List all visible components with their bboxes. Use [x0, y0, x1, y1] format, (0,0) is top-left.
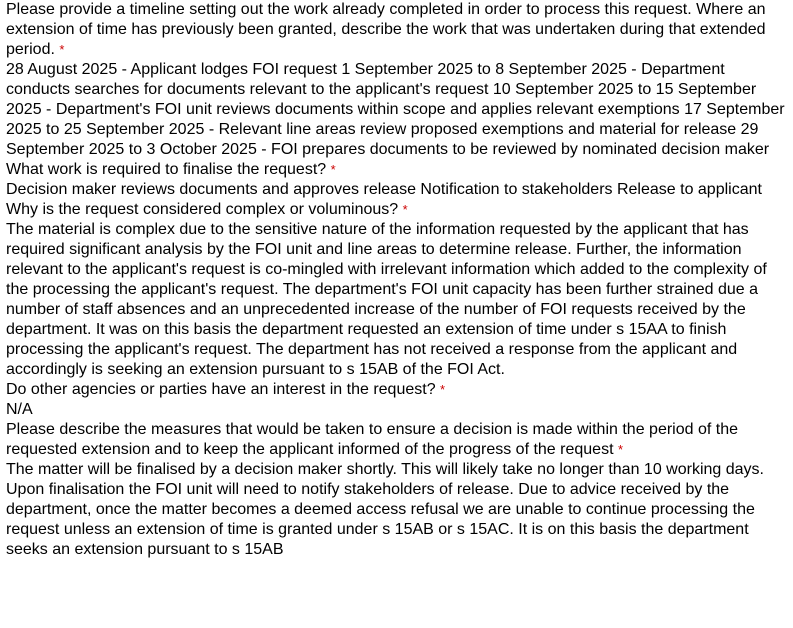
question-text: Please describe the measures that would be taken to ensure a decision is made within the period of the requested extension and to keep the applicant informed of the progress of the request [6, 421, 738, 458]
answer-text: Decision maker reviews documents and approves release Notification to stakeholders Release to applicant [6, 181, 762, 198]
field-complexity [6, 200, 786, 380]
field-work-required [6, 160, 786, 200]
question-label [6, 380, 786, 400]
question-text: Why is the request considered complex or voluminous? [6, 201, 399, 218]
question-label [6, 0, 786, 60]
required-marker: * [59, 42, 65, 57]
field-timeline [6, 0, 786, 160]
question-text: Please provide a timeline setting out the work already completed in order to process this request. Where an extension of time has previously been granted, describe the work that was undertaken during that extended period. [6, 1, 766, 58]
required-marker: * [402, 202, 408, 217]
question-text: What work is required to finalise the request? [6, 161, 327, 178]
answer-text: N/A [6, 401, 33, 418]
question-label [6, 420, 786, 460]
field-measures [6, 420, 786, 560]
answer-text: The material is complex due to the sensitive nature of the information requested by the applicant that has required significant analysis by the FOI unit and line areas to determine release. Further, the information relevant to the applicant's request is co-mingled with irrelevant information which added to the complexity of the processing the applicant's request. The department's FOI unit capacity has been further strained due a number of staff absences and an unprecedented increase of the number of FOI requests received by the department. It was on this basis the department requested an extension of time under s 15AA to finish processing the applicant's request. The department has not received a response from the applicant and accordingly is seeking an extension pursuant to s 15AB of the FOI Act. [6, 221, 767, 378]
question-label [6, 160, 786, 180]
required-marker: * [330, 162, 336, 177]
field-other-parties [6, 380, 786, 420]
required-marker: * [617, 442, 624, 457]
answer-text: The matter will be finalised by a decision maker shortly. This will likely take no longer than 10 working days. Upon finalisation the FOI unit will need to notify stakeholders of release. Due to advice received by the department, once the matter becomes a deemed access refusal we are unable to continue processing the request unless an extension of time is granted under s 15AB or s 15AC. It is on this basis the department seeks an extension pursuant to s 15AB [6, 461, 764, 558]
question-label [6, 200, 786, 220]
required-marker: * [440, 382, 446, 397]
question-text: Do other agencies or parties have an interest in the request? [6, 381, 436, 398]
answer-text: 28 August 2025 - Applicant lodges FOI request 1 September 2025 to 8 September 2025 - Department conducts searches for documents relevant to the applicant's request 10 September 2025 to 15 September 2025 - Department's FOI unit reviews documents within scope and applies relevant exemptions 17 September 2025 to 25 September 2025 - Relevant line areas review proposed exemptions and material for release 29 September 2025 to 3 October 2025 - FOI prepares documents to be reviewed by nominated decision maker [6, 61, 785, 158]
